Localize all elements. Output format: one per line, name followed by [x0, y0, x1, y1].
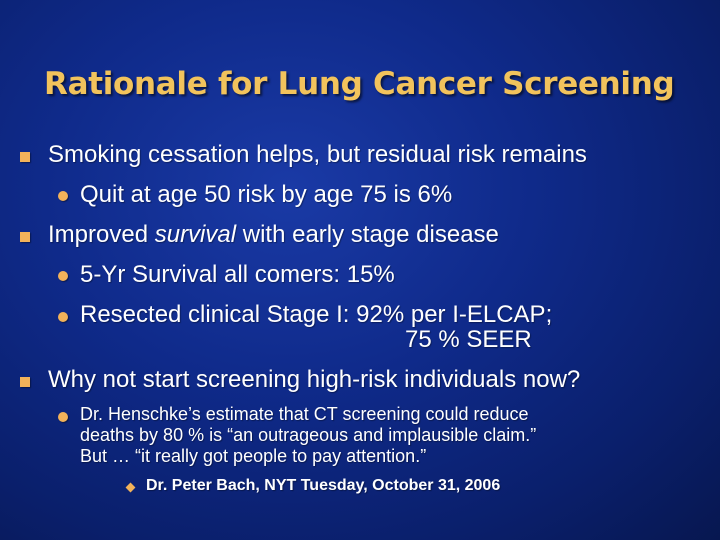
square-bullet-icon [20, 377, 30, 387]
bullet-citation-bach: Dr. Peter Bach, NYT Tuesday, October 31, 2006 [146, 477, 501, 494]
bullet-smoking-cessation: Smoking cessation helps, but residual risk remains [48, 141, 587, 168]
round-bullet-icon [58, 271, 68, 281]
square-bullet-icon [20, 232, 30, 242]
bullet-quit-at-50: Quit at age 50 risk by age 75 is 6% [80, 181, 453, 208]
bullet-improved-survival [48, 221, 499, 249]
bullet-text-part: Improved [48, 221, 155, 248]
bullet-resected-seer: 75 % SEER [405, 326, 532, 353]
round-bullet-icon [58, 191, 68, 201]
round-bullet-icon [58, 412, 68, 422]
emphasis-survival: survival [154, 221, 237, 248]
round-bullet-icon [58, 312, 68, 322]
diamond-bullet-icon [126, 483, 136, 493]
bullet-text-part: with early stage disease [236, 221, 499, 248]
bullet-why-not-screen: Why not start screening high-risk individuals now? [48, 366, 581, 393]
bullet-henschke-quote-line3: But … “it really got people to pay attention.” [80, 446, 427, 466]
bullet-5yr-survival: 5-Yr Survival all comers: 15% [80, 261, 395, 288]
bullet-resected-stage-one: Resected clinical Stage I: 92% per I-ELCAP; [80, 301, 553, 328]
bullet-henschke-quote-line2: deaths by 80 % is “an outrageous and implausible claim.” [80, 425, 537, 445]
square-bullet-icon [20, 152, 30, 162]
slide-title: Rationale for Lung Cancer Screening [44, 66, 675, 102]
bullet-henschke-quote-line1: Dr. Henschke’s estimate that CT screening could reduce [80, 404, 529, 424]
